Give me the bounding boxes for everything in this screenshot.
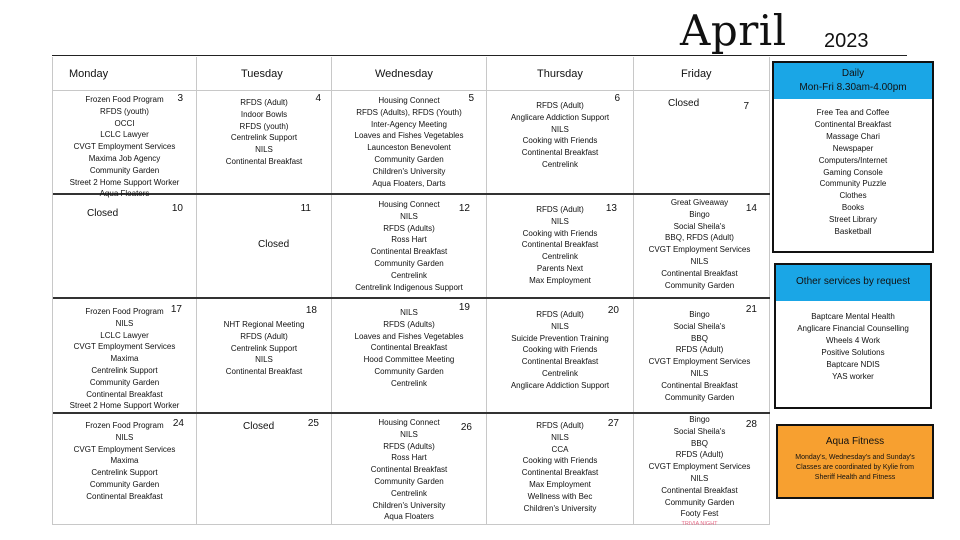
event-item: Maxima Job Agency [88,153,161,163]
event-item: Continental Breakfast [86,491,163,501]
event-item: Continental Breakfast [225,156,303,166]
day-number: 12 [458,203,470,214]
event-item: Centrelink [390,270,427,280]
daily-item: Community Puzzle [819,179,887,189]
event-item: Launceston Benevolent [367,143,451,153]
event-item: Aqua Floaters [384,512,434,522]
calendar-grid [52,57,769,528]
event-item: Children's University [372,500,446,510]
day-number: 28 [745,419,757,430]
closed-label: Closed [243,421,275,432]
year-title: 2023 [824,30,869,52]
event-item: Frozen Food Program [85,307,164,316]
event-item: Community Garden [89,377,160,387]
header-thursday: Thursday [537,68,583,80]
event-item: RFDS (Adult) [536,101,584,110]
event-item: Centrelink [390,378,427,388]
event-item: Social Sheila's [673,321,726,331]
event-item: Cooking with Friends [522,345,598,355]
closed-label: Closed [258,239,290,250]
month-title: April [680,6,787,55]
daily-item: Clothes [839,191,867,201]
day-cell-7 [634,91,769,193]
day-number: 6 [614,93,620,104]
header-wednesday: Wednesday [375,68,433,80]
event-item: RFDS (Adult) [675,345,724,355]
event-item: Continental Breakfast [521,240,599,250]
event-item: Great Giveaway [670,198,729,207]
event-item: Centrelink Indigenous Support [355,282,463,292]
event-item: Indoor Bowls [240,109,288,119]
event-item: Loaves and Fishes Vegetables [354,331,464,341]
header-friday: Friday [681,68,712,80]
day-cell-20 [487,299,633,412]
event-item: Children's University [523,503,597,513]
daily-item: Street Library [828,215,878,225]
event-item: RFDS (Adults) [383,223,435,233]
day-number: 4 [315,93,321,104]
daily-title: Daily [841,68,865,79]
day-number: 26 [460,422,472,433]
event-item: Ross Hart [391,235,427,245]
event-item: Centrelink [541,252,578,262]
other-service-item: Positive Solutions [821,347,885,357]
event-item: Continental Breakfast [521,468,599,478]
day-number: 14 [745,203,757,214]
header-monday: Monday [69,68,109,80]
other-service-item: YAS worker [832,371,874,381]
other-service-item: Anglicare Financial Counselling [797,323,909,333]
event-item: NILS [115,432,134,442]
day-number: 5 [468,93,474,104]
event-item: Cooking with Friends [522,456,598,466]
day-number: 21 [745,304,757,315]
event-item: Street 2 Home Support Worker [69,401,180,411]
day-cell-24 [53,414,196,525]
event-item: RFDS (Adult) [536,421,584,430]
event-item: Cooking with Friends [522,228,598,238]
event-item: Continental Breakfast [661,485,738,495]
header-tuesday: Tuesday [241,68,283,80]
event-item: RFDS (Adult) [240,98,288,107]
event-item: Maxima [110,354,139,364]
event-item: Community Garden [374,258,444,268]
daily-hours: Mon-Fri 8.30am-4.00pm [799,82,907,93]
event-item: Wellness with Bec [527,491,593,501]
event-item: Centrelink [541,159,578,169]
event-item: NILS [690,368,709,378]
event-item: Centrelink Support [230,343,298,353]
day-cell-13 [487,195,633,297]
event-item: Children's University [372,166,446,176]
event-item: NILS [551,124,569,134]
event-item: Community Garden [374,476,444,486]
day-cell-28 [634,414,769,528]
other-service-item: Baptcare Mental Health [811,312,895,321]
closed-label: Closed [668,98,700,109]
event-item: Continental Breakfast [521,148,599,158]
daily-item: Newspaper [832,143,874,153]
event-item: NILS [690,256,709,266]
event-item: Anglicare Addiction Support [510,380,610,390]
event-item: Max Employment [529,275,591,285]
event-item: Bingo [689,310,710,319]
daily-services-box [772,61,934,253]
day-number: 13 [605,203,617,214]
event-item: NILS [551,216,569,226]
event-item: Continental Breakfast [370,343,448,353]
event-item: NHT Regional Meeting [223,320,305,329]
day-cell-26 [332,414,486,525]
daily-item: Gaming Console [823,167,883,177]
event-item: NILS [400,308,418,317]
event-item: Housing Connect [378,418,440,427]
event-item: Ross Hart [391,453,427,463]
day-cell-6 [487,91,633,193]
event-item: OCCI [114,118,135,128]
day-number: 27 [607,418,619,429]
event-item: NILS [255,355,273,365]
aqua-fitness-box [776,424,934,499]
event-item: RFDS (Adults) [383,319,435,329]
event-item: RFDS (youth) [239,121,289,131]
event-item: Community Garden [89,165,160,175]
event-item: NILS [400,211,418,221]
event-item: Community Garden [664,280,735,290]
day-number: 10 [171,203,183,214]
day-cell-25 [197,414,331,525]
day-cell-18 [197,299,331,412]
event-item: CVGT Employment Services [648,245,751,255]
event-item: Centrelink [390,488,427,498]
event-item: Continental Breakfast [86,389,163,399]
event-item: Housing Connect [378,96,440,105]
event-item: NILS [551,321,569,331]
event-item: LCLC Lawyer [100,130,149,140]
event-item: Continental Breakfast [661,268,738,278]
event-item: Centrelink Support [91,365,158,375]
event-item: Max Employment [529,479,591,489]
day-number: 19 [458,302,470,313]
event-item: Bingo [689,415,710,424]
day-number: 17 [170,304,182,315]
event-item: Community Garden [374,154,444,164]
event-item: CVGT Employment Services [73,142,176,152]
event-item: Social Sheila's [673,426,726,436]
day-number: 11 [300,203,311,214]
day-number: 20 [607,305,619,316]
event-item: CVGT Employment Services [648,357,751,367]
day-number: 25 [307,418,319,429]
event-item: Continental Breakfast [370,247,448,257]
event-item: NILS [400,429,418,439]
event-item: RFDS (youth) [100,106,149,116]
day-number: 24 [172,418,184,429]
day-cell-19 [332,299,486,412]
event-item: Street 2 Home Support Worker [69,177,180,187]
event-item: NILS [690,473,709,483]
day-cell-14 [634,195,769,297]
event-item: Loaves and Fishes Vegetables [354,131,464,141]
event-item: CVGT Employment Services [73,342,176,352]
event-item: CCA [551,444,569,454]
day-cell-5 [332,91,486,193]
daily-item: Free Tea and Coffee [816,108,890,117]
aqua-fitness-description: Monday's, Wednesday's and Sunday's Classes are coordinated by Kylie from Sheriff Health and Fitness [795,454,915,481]
daily-item: Massage Chari [826,131,880,141]
event-item: Frozen Food Program [85,95,164,104]
daily-item: Books [841,203,865,213]
event-item: Bingo [689,209,710,219]
day-cell-4 [197,91,331,193]
day-cell-11 [197,195,331,297]
event-item: RFDS (Adults) [383,441,435,451]
day-cell-17 [53,299,196,412]
event-item: Community Garden [664,392,735,402]
other-service-item: Baptcare NDIS [826,359,880,369]
event-item: Cooking with Friends [522,136,598,146]
event-item: Social Sheila's [673,221,726,231]
event-item: RFDS (Adult) [536,310,584,319]
event-item: Aqua Floaters [99,189,150,199]
day-cell-3 [53,91,196,199]
event-item: RFDS (Adults), RFDS (Youth) [356,107,462,117]
daily-item: Continental Breakfast [814,119,892,129]
other-services-box [774,263,932,409]
event-item: Community Garden [374,366,444,376]
event-item: Centrelink Support [91,468,158,478]
event-item: Continental Breakfast [225,367,303,377]
day-cell-27 [487,414,633,525]
event-item: BBQ [691,333,708,343]
event-item: CVGT Employment Services [648,462,751,472]
event-item: Hood Committee Meeting [363,355,455,365]
event-item: Continental Breakfast [661,380,738,390]
event-item: BBQ [691,438,708,448]
title-underline [52,55,907,56]
day-number: 7 [743,101,749,112]
event-item: RFDS (Adult) [536,205,584,214]
event-item: Anglicare Addiction Support [510,112,610,122]
event-item: Suicide Prevention Training [511,333,609,343]
daily-header [774,63,932,99]
event-item: Continental Breakfast [370,465,448,475]
event-item: Frozen Food Program [85,421,164,430]
event-item: Inter-Agency Meeting [370,119,448,129]
daily-item: Computers/Internet [818,155,888,165]
event-item: Centrelink [541,368,578,378]
day-cell-21 [634,299,769,412]
day-number: 18 [305,305,317,316]
event-item: Maxima [110,456,139,466]
event-item: Footy Fest [680,509,719,519]
day-cell-10 [53,195,196,297]
trivia-night-note: TRIVIA NIGHT [681,521,718,528]
event-item: Aqua Floaters, Darts [372,178,446,188]
event-item: NILS [551,432,569,442]
event-item: Community Garden [89,479,160,489]
event-item: NILS [255,145,273,155]
event-item: Centrelink Support [230,133,298,143]
event-item: Continental Breakfast [521,357,599,367]
grid-divider [769,57,770,525]
other-services-title: Other services by request [776,265,930,301]
daily-item: Basketball [834,227,872,237]
event-item: Parents Next [536,263,584,273]
event-item: Housing Connect [378,200,440,209]
day-number: 3 [177,93,183,104]
event-item: CVGT Employment Services [73,444,176,454]
day-cell-12 [332,195,486,297]
other-service-item: Wheels 4 Work [825,335,881,345]
aqua-fitness-title: Aqua Fitness [825,436,885,447]
closed-label: Closed [87,208,119,219]
event-item: BBQ, RFDS (Adult) [665,233,734,243]
event-item: RFDS (Adult) [675,450,724,460]
event-item: NILS [115,318,134,328]
event-item: Community Garden [664,497,735,507]
event-item: RFDS (Adult) [240,331,288,341]
event-item: LCLC Lawyer [100,330,149,340]
